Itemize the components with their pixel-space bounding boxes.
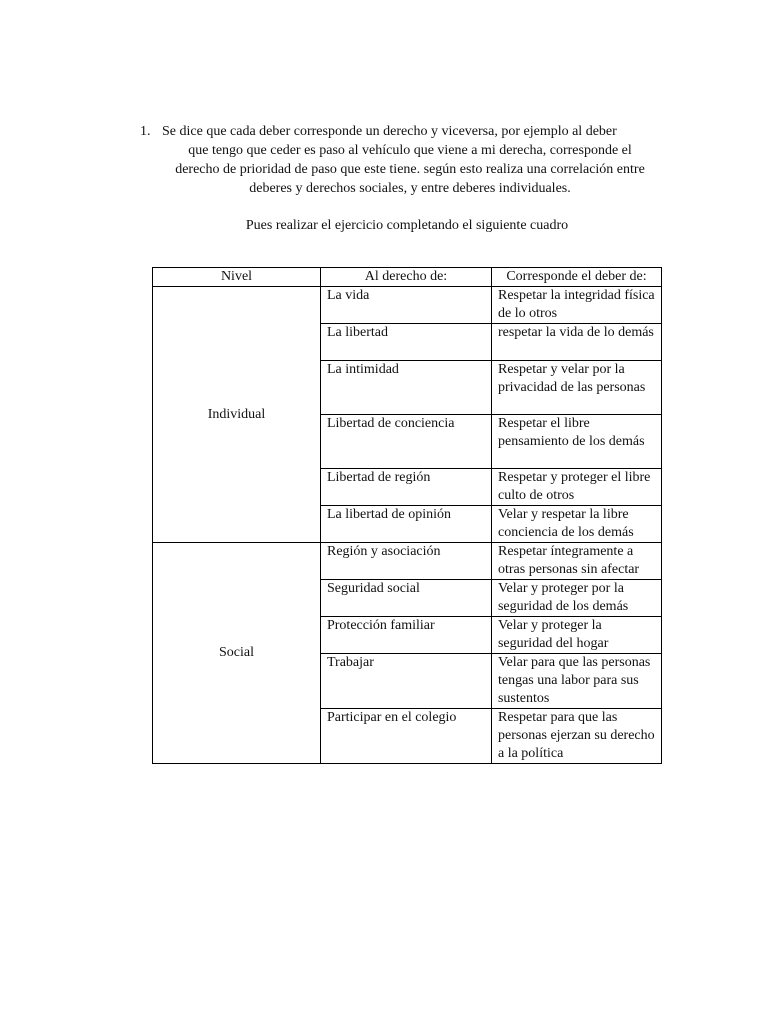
right-cell: Trabajar xyxy=(320,654,491,709)
level-cell-social: Social xyxy=(153,543,321,764)
duty-cell: Respetar íntegramente a otras personas sin afectar xyxy=(491,543,661,580)
right-cell: Protección familiar xyxy=(320,617,491,654)
duty-cell: Velar y proteger por la seguridad de los demás xyxy=(491,580,661,617)
duty-cell: Respetar para que las personas ejerzan su derecho a la política xyxy=(491,709,661,764)
question-line: derecho de prioridad de paso que este tiene. según esto realiza una correlación entre xyxy=(175,162,645,177)
table-row xyxy=(153,287,662,324)
question-block xyxy=(140,122,680,198)
duty-cell: Respetar la integridad física de lo otros xyxy=(491,287,661,324)
right-cell: La libertad de opinión xyxy=(320,506,491,543)
duty-cell: Velar y respetar la libre conciencia de los demás xyxy=(491,506,661,543)
question-first-line xyxy=(140,122,680,141)
right-cell: La intimidad xyxy=(320,361,491,415)
right-cell: Libertad de conciencia xyxy=(320,415,491,469)
duty-cell: Respetar y proteger el libre culto de otros xyxy=(491,469,661,506)
duty-cell: Velar para que las personas tengas una labor para sus sustentos xyxy=(491,654,661,709)
header-right: Al derecho de: xyxy=(320,268,491,287)
question-line: que tengo que ceder es paso al vehículo que viene a mi derecha, corresponde el xyxy=(188,143,632,158)
right-cell: Participar en el colegio xyxy=(320,709,491,764)
question-line: Se dice que cada deber corresponde un derecho y viceversa, por ejemplo al deber xyxy=(162,124,617,139)
right-cell: Región y asociación xyxy=(320,543,491,580)
question-line: deberes y derechos sociales, y entre deberes individuales. xyxy=(249,181,571,196)
right-cell: La vida xyxy=(320,287,491,324)
rights-duties-table xyxy=(152,267,662,764)
right-cell: La libertad xyxy=(320,324,491,361)
header-duty: Corresponde el deber de: xyxy=(491,268,661,287)
right-cell: Libertad de región xyxy=(320,469,491,506)
duty-cell: Velar y proteger la seguridad del hogar xyxy=(491,617,661,654)
instruction-subtitle: Pues realizar el ejercicio completando el siguiente cuadro xyxy=(245,218,569,233)
table-header-row xyxy=(153,268,662,287)
duty-cell: respetar la vida de lo demás xyxy=(491,324,661,361)
right-cell: Seguridad social xyxy=(320,580,491,617)
header-level: Nivel xyxy=(153,268,321,287)
duty-cell: Respetar el libre pensamiento de los demás xyxy=(491,415,661,469)
level-cell-individual: Individual xyxy=(153,287,321,543)
duty-cell: Respetar y velar por la privacidad de las personas xyxy=(491,361,661,415)
table-row xyxy=(153,543,662,580)
question-number: 1. xyxy=(140,124,151,139)
